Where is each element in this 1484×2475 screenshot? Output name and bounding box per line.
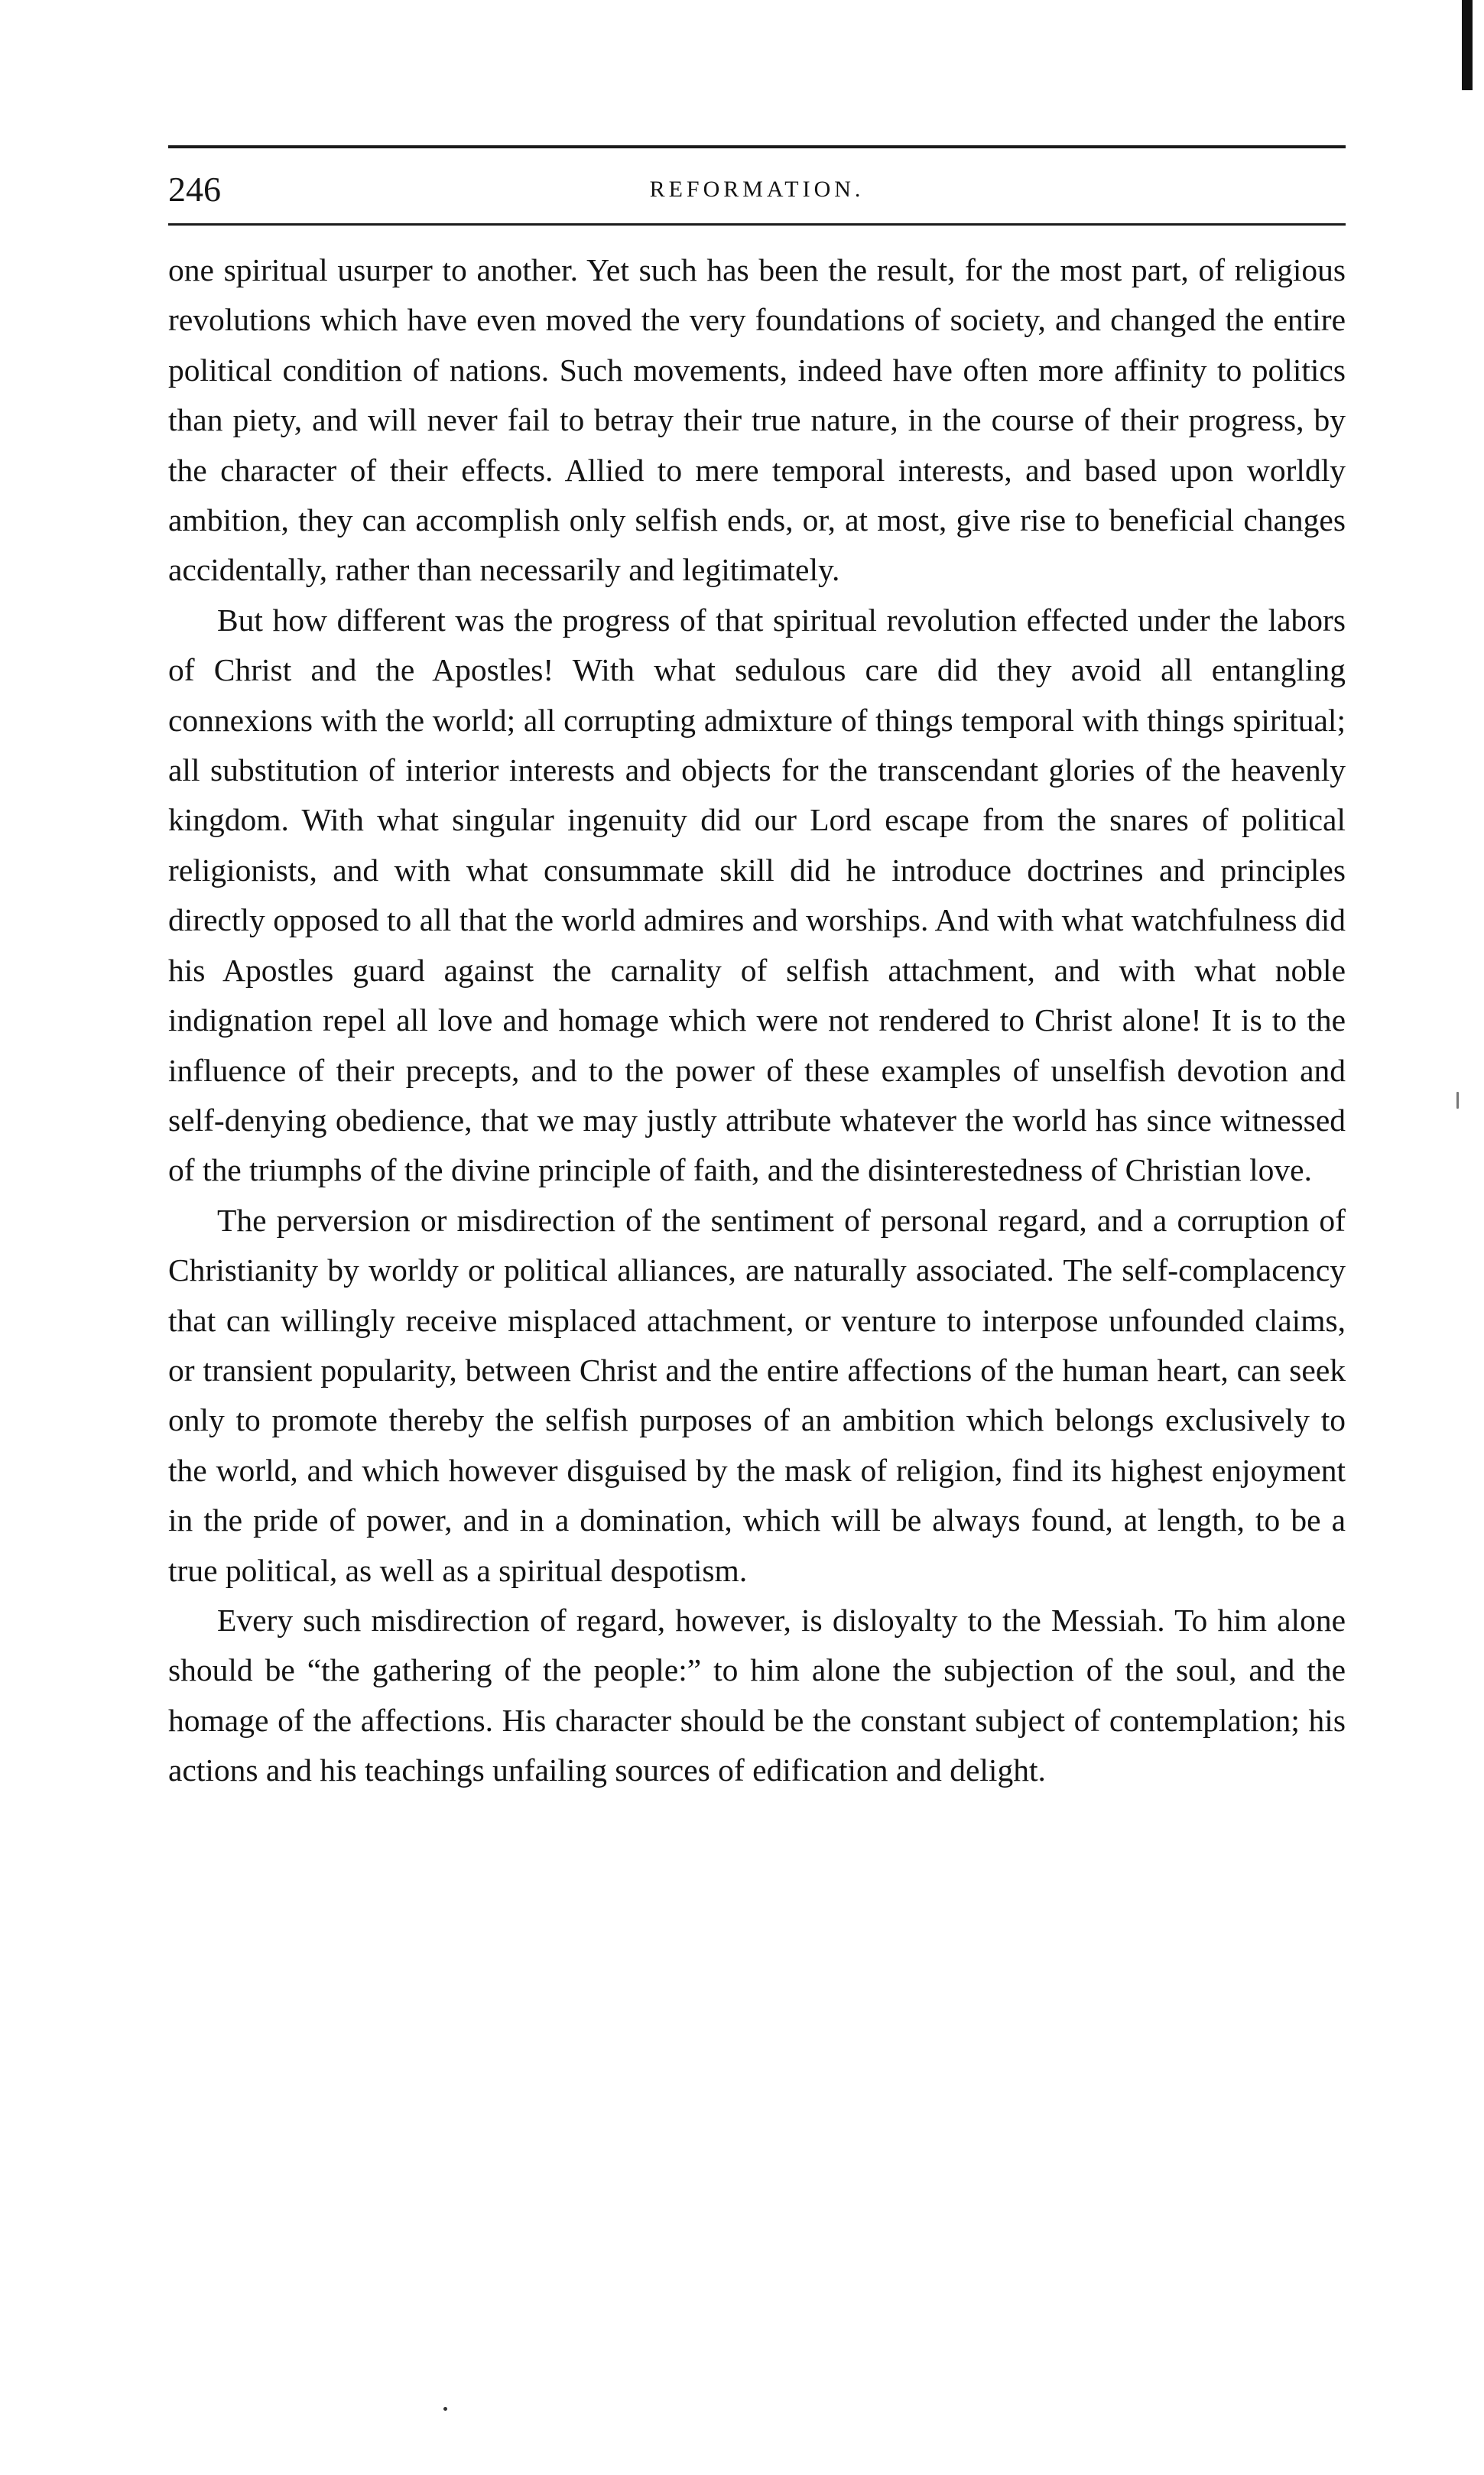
header-top-rule xyxy=(168,145,1346,148)
book-page xyxy=(168,145,1346,1796)
body-text xyxy=(168,245,1346,1796)
stray-ink-dot xyxy=(443,2407,447,2411)
header-bottom-rule xyxy=(168,223,1346,226)
stray-ink-dot xyxy=(1456,1092,1459,1109)
paragraph-4: Every such misdirection of regard, however, is disloyalty to the Messiah. To him alone should be “the gathering of the people:” to him alone the subjection of the soul, and the homage of the affections. His character should be the constant subject of contemplation; his actions and his teachings unfailing sources of edification and delight. xyxy=(168,1602,1346,1788)
running-title: REFORMATION. xyxy=(649,177,865,202)
paragraph-3: The perversion or misdirection of the sentiment of personal regard, and a corruption of Christianity by worldy or political alliances, are naturally associated. The self-complacency that can willingly receive misplaced attachment, or venture to interpose unfounded claims, or transient popularity, between Christ and the entire affections of the human heart, can seek only to promote thereby the selfish purposes of an ambition which belongs exclusively to the world, and which however disguised by the mask of religion, find its highest enjoyment in the pride of power, and in a domination, which will be always found, at length, to be a true political, as well as a spiritual despotism. xyxy=(168,1202,1346,1588)
page-edge-mark xyxy=(1462,0,1473,90)
paragraph-2: But how different was the progress of that spiritual revolution effected under the labors of Christ and the Apostles! With what sedulous care did they avoid all entangling connexions with the world; all corrupting admixture of things temporal with things spiritual; all substitution of interior interests and objects for the transcendant glories of the heavenly kingdom. With what singular ingenuity did our Lord escape from the snares of political religionists, and with what consummate skill did he introduce doctrines and principles directly opposed to all that the world admires and worships. And with what watchfulness did his Apostles guard against the carnality of selfish attachment, and with what noble indignation repel all love and homage which were not rendered to Christ alone! It is to the influence of their precepts, and to the power of these examples of unselfish devotion and self-denying obedience, that we may justly attribute whatever the world has since witnessed of the triumphs of the divine principle of faith, and the disinterestedness of Christian love. xyxy=(168,602,1346,1188)
paragraph-1: one spiritual usurper to another. Yet such has been the result, for the most part, of religious revolutions which have even moved the very foundations of society, and changed the entire political condition of nations. Such movements, indeed have often more affinity to politics than piety, and will never fail to betray their true nature, in the course of their progress, by the character of their effects. Allied to mere temporal interests, and based upon worldly ambition, they can accomplish only selfish ends, or, at most, give rise to beneficial changes accidentally, rather than necessarily and legitimately. xyxy=(168,252,1346,588)
page-number: 246 xyxy=(168,170,221,209)
running-header xyxy=(168,165,1346,214)
